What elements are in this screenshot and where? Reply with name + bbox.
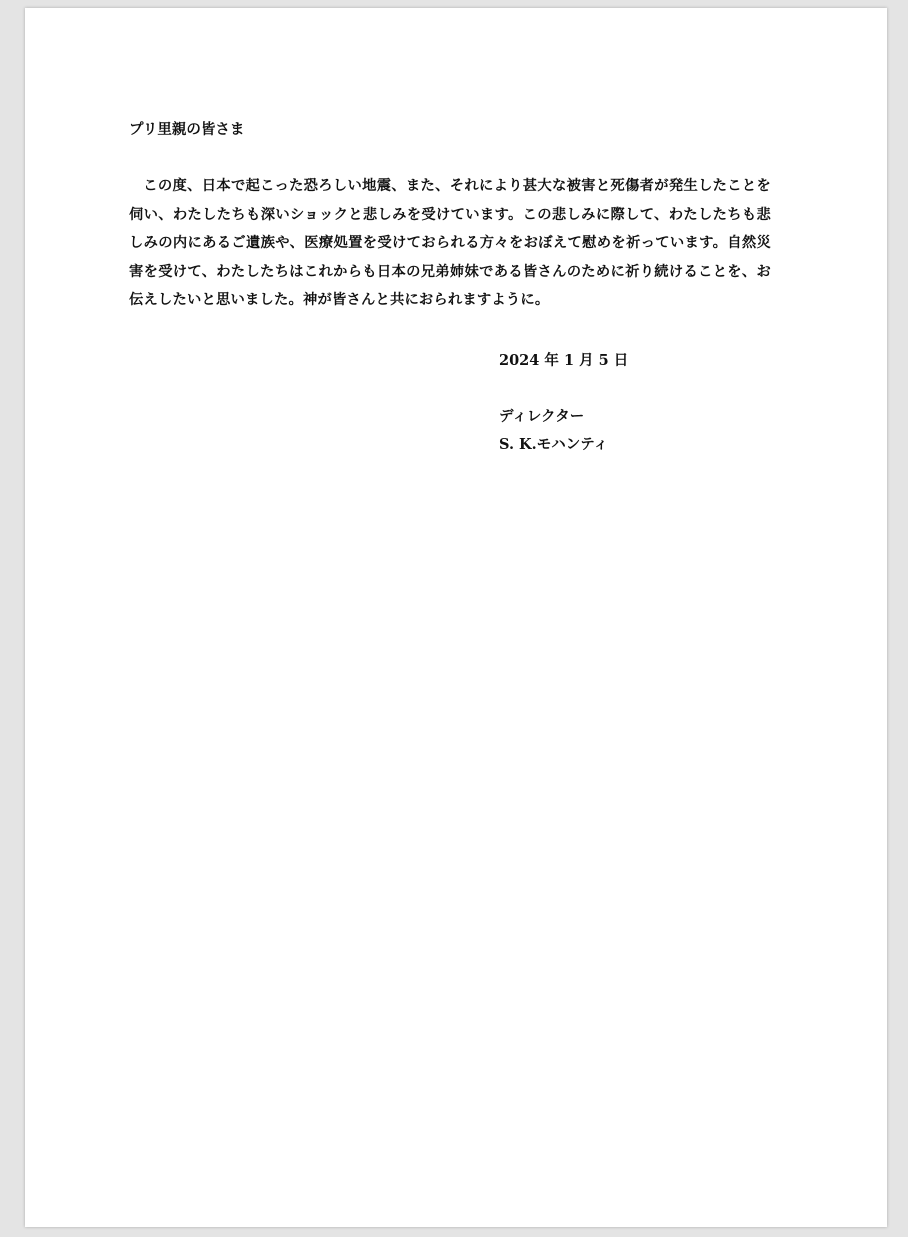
- signer-title: ディレクター: [499, 408, 585, 425]
- letter-content: [129, 116, 771, 315]
- signature-block: [499, 348, 699, 458]
- letter-body: この度、日本で起こった恐ろしい地震、また、それにより甚大な被害と死傷者が発生したことを伺い、わたしたちも深いショックと悲しみを受けています。この悲しみに際して、わたしたちも悲しみの内にあるご遺族や、医療処置を受けておられる方々をおぼえて慰めを祈っています。自然災害を受けて、わたしたちはこれからも日本の兄弟姉妹である皆さんのために祈り続けることを、お伝えしたいと思いました。神が皆さんと共におられますように。: [129, 178, 771, 308]
- document-page: [25, 8, 887, 1227]
- letter-date: 2024 年 1 月 5 日: [499, 352, 629, 369]
- signer-name: S. K.モハンティ: [499, 436, 609, 453]
- salutation: プリ里親の皆さま: [129, 121, 245, 138]
